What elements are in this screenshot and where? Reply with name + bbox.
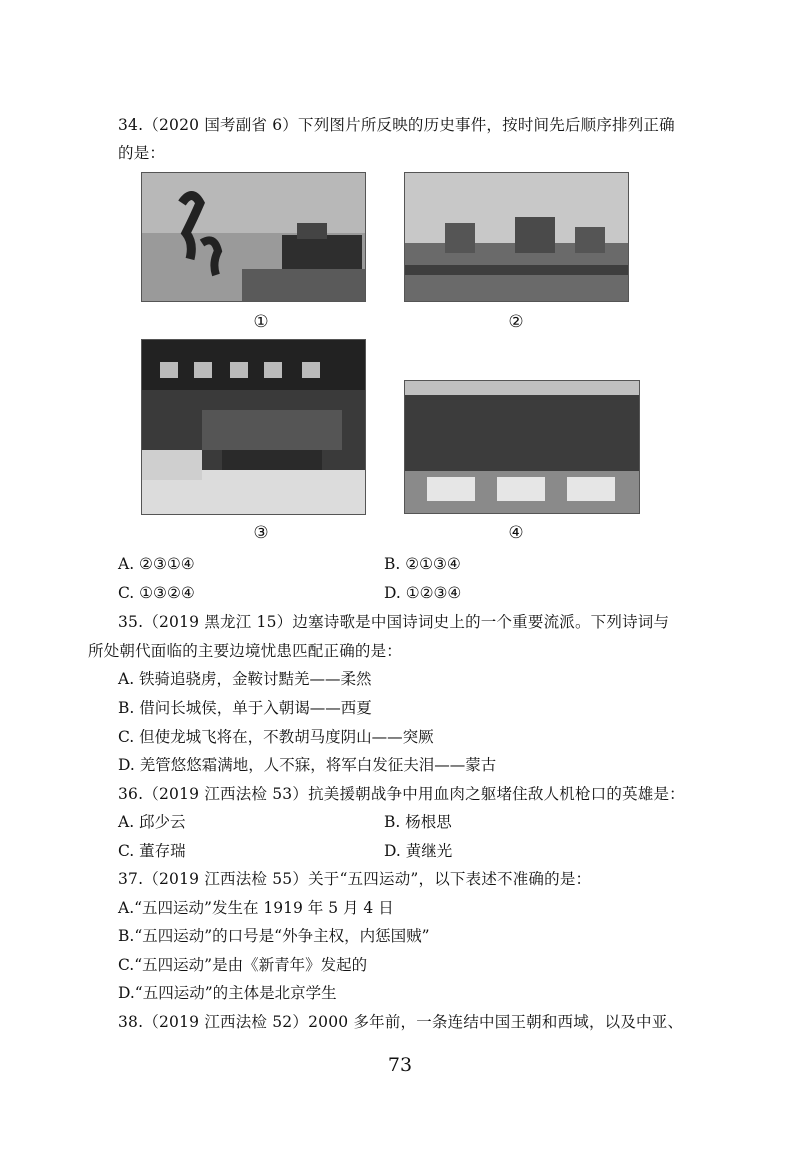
caption-2: ② <box>508 312 524 332</box>
q35-option-d: D. 羌管悠悠霜满地，人不寐，将军白发征夫泪——蒙古 <box>118 756 497 774</box>
q37-option-c: C.“五四运动”是由《新青年》发起的 <box>118 956 368 974</box>
q34-option-a: A. ②③①④ <box>118 555 195 573</box>
q35-option-c: C. 但使龙城飞将在，不教胡马度阴山——突厥 <box>118 728 434 746</box>
q36-option-b: B. 杨根思 <box>384 813 452 831</box>
q34-stem-line1: 34.（2020 国考副省 6）下列图片所反映的历史事件，按时间先后顺序排列正确 <box>118 116 675 134</box>
q37-option-a: A.“五四运动”发生在 1919 年 5 月 4 日 <box>118 899 394 917</box>
q37-stem-line1: 37.（2019 江西法检 55）关于“五四运动”，以下表述不准确的是： <box>118 870 592 888</box>
photo-4 <box>404 380 640 514</box>
q34-option-c: C. ①③②④ <box>118 584 195 602</box>
q35-stem-line1: 35.（2019 黑龙江 15）边塞诗歌是中国诗词史上的一个重要流派。下列诗词与 <box>118 613 670 631</box>
q34-stem-line2: 的是： <box>118 144 166 162</box>
caption-4: ④ <box>508 523 524 543</box>
q37-option-b: B.“五四运动”的口号是“外争主权，内惩国贼” <box>118 927 430 945</box>
q35-stem-line2: 所处朝代面临的主要边境忧患匹配正确的是： <box>88 642 403 660</box>
photo-1 <box>141 172 366 302</box>
photo-3 <box>141 339 366 515</box>
q35-option-b: B. 借问长城侯，单于入朝谒——西夏 <box>118 699 372 717</box>
q36-option-a: A. 邱少云 <box>118 813 186 831</box>
q38-stem-line1: 38.（2019 江西法检 52）2000 多年前，一条连结中国王朝和西域，以及中亚、 <box>118 1013 684 1031</box>
q36-stem-line1: 36.（2019 江西法检 53）抗美援朝战争中用血肉之躯堵住敌人机枪口的英雄是： <box>118 785 685 803</box>
caption-1: ① <box>253 312 269 332</box>
q36-option-d: D. 黄继光 <box>384 842 453 860</box>
q34-option-d: D. ①②③④ <box>384 584 462 602</box>
caption-3: ③ <box>253 523 269 543</box>
photo-2 <box>404 172 629 302</box>
q34-option-b: B. ②①③④ <box>384 555 461 573</box>
page-number: 73 <box>387 1054 413 1076</box>
q37-option-d: D.“五四运动”的主体是北京学生 <box>118 984 337 1002</box>
q36-option-c: C. 董存瑞 <box>118 842 186 860</box>
q35-option-a: A. 铁骑追骁虏，金鞍讨黠羌——柔然 <box>118 670 372 688</box>
